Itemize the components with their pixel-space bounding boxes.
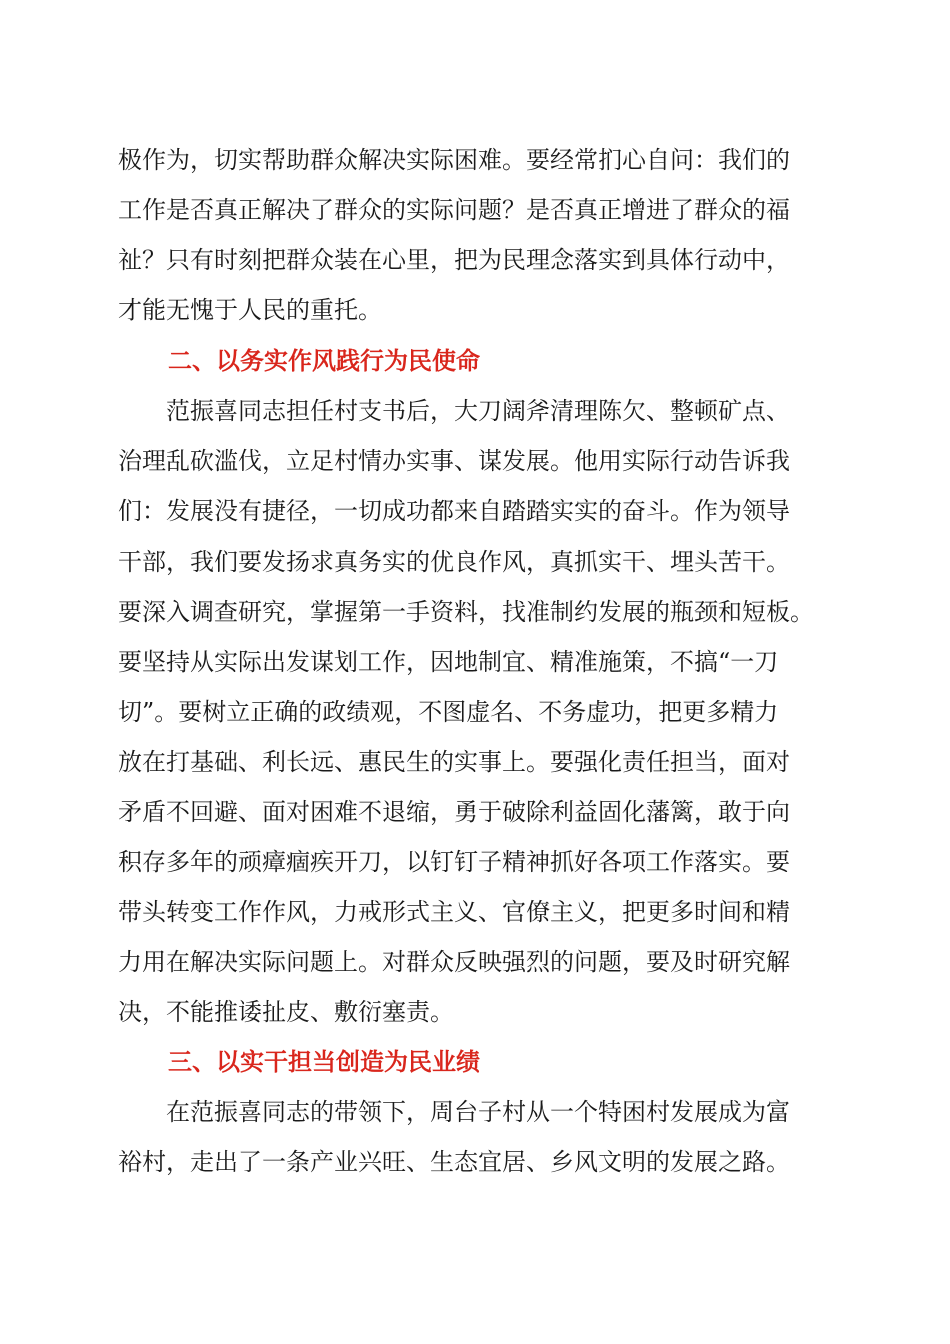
- paragraph-2-line-2: 治理乱砍滥伐，立足村情办实事、谋发展。他用实际行动告诉我: [118, 447, 790, 475]
- paragraph-2-line-12: 力用在解决实际问题上。对群众反映强烈的问题，要及时研究解: [118, 948, 790, 976]
- paragraph-2-line-4: 干部，我们要发扬求真务实的优良作风，真抓实干、埋头苦干。: [118, 548, 790, 576]
- paragraph-1-line-4: 才能无愧于人民的重托。: [118, 296, 382, 324]
- section-heading-3: 三、以实干担当创造为民业绩: [168, 1048, 480, 1076]
- paragraph-2-line-1: 范振喜同志担任村支书后，大刀阔斧清理陈欠、整顿矿点、: [118, 397, 790, 425]
- paragraph-2-line-7: 切”。要树立正确的政绩观，不图虚名、不务虚功，把更多精力: [118, 698, 779, 726]
- paragraph-1-line-1: 极作为，切实帮助群众解决实际困难。要经常扪心自问：我们的: [118, 146, 790, 174]
- paragraph-1-line-3: 祉？只有时刻把群众装在心里，把为民理念落实到具体行动中，: [118, 246, 790, 274]
- paragraph-3-line-2: 裕村，走出了一条产业兴旺、生态宜居、乡风文明的发展之路。: [118, 1148, 790, 1176]
- paragraph-2-line-3: 们：发展没有捷径，一切成功都来自踏踏实实的奋斗。作为领导: [118, 497, 790, 525]
- paragraph-2-line-11: 带头转变工作作风，力戒形式主义、官僚主义，把更多时间和精: [118, 898, 790, 926]
- section-heading-2: 二、以务实作风践行为民使命: [168, 347, 480, 375]
- paragraph-3-line-1: 在范振喜同志的带领下，周台子村从一个特困村发展成为富: [118, 1098, 790, 1126]
- paragraph-2-line-5: 要深入调查研究，掌握第一手资料，找准制约发展的瓶颈和短板。: [118, 598, 814, 626]
- paragraph-1-line-2: 工作是否真正解决了群众的实际问题？是否真正增进了群众的福: [118, 196, 790, 224]
- paragraph-2-line-13: 决，不能推诿扯皮、敷衍塞责。: [118, 998, 454, 1026]
- paragraph-2-line-6: 要坚持从实际出发谋划工作，因地制宜、精准施策，不搞“一刀: [118, 648, 779, 676]
- paragraph-2-line-9: 矛盾不回避、面对困难不退缩，勇于破除利益固化藩篱，敢于向: [118, 798, 790, 826]
- paragraph-2-line-8: 放在打基础、利长远、惠民生的实事上。要强化责任担当，面对: [118, 748, 790, 776]
- paragraph-2-line-10: 积存多年的顽瘴痼疾开刀，以钉钉子精神抓好各项工作落实。要: [118, 848, 790, 876]
